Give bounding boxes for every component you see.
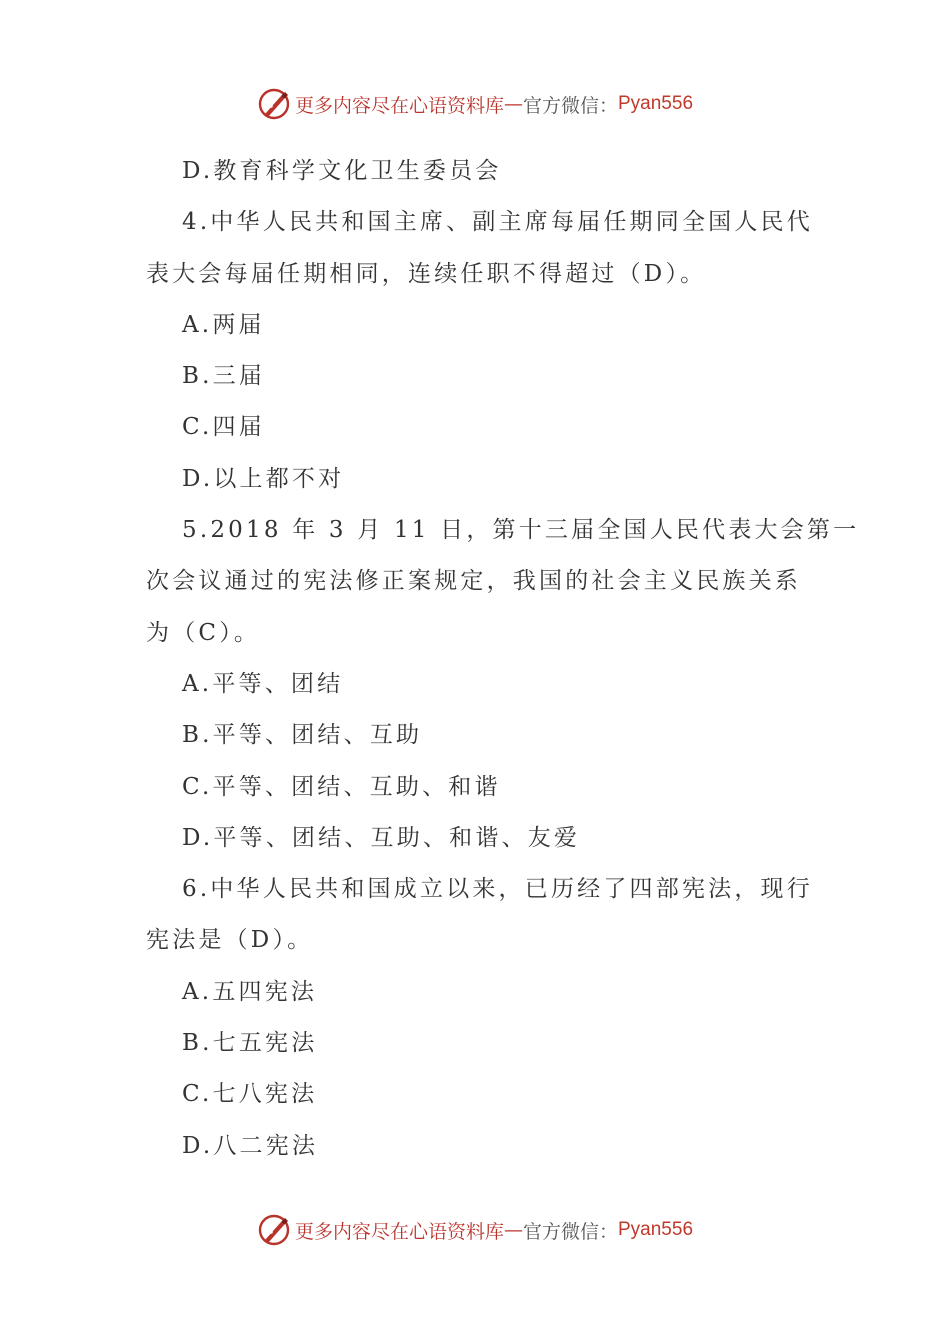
option-a: A.两届 [182,311,265,338]
option-a: A.平等、团结 [182,670,344,697]
question-5-line-3: 为（C）。 [146,619,261,646]
promo-text: 更多内容尽在心语资料库 [294,1220,504,1243]
text-line: D.教育科学文化卫生委员会 [182,158,502,184]
banner-separator: — [503,1219,523,1241]
option-b: B.七五宪法 [182,1030,318,1057]
wechat-id: Pyan556 [618,1219,694,1240]
wechat-label: 官方微信： [522,94,618,117]
pen-logo-icon [257,1213,291,1247]
option-a: A.五四宪法 [182,978,318,1005]
question-5-line-2: 次会议通过的宪法修正案规定，我国的社会主义民族关系 [146,568,801,595]
header-banner [0,84,950,124]
option-b: B.三届 [182,363,266,390]
option-d: D.八二宪法 [182,1132,319,1159]
option-d: D.平等、团结、互助、和谐、友爱 [182,824,581,851]
option-d: D.以上都不对 [182,465,345,492]
option-c: C.平等、团结、互助、和谐 [182,773,501,800]
question-6-line-1: 6.中华人民共和国成立以来，已历经了四部宪法，现行 [182,876,813,903]
banner-separator: — [503,93,523,115]
promo-text: 更多内容尽在心语资料库 [294,94,504,117]
question-4-line-1: 4.中华人民共和国主席、副主席每届任期同全国人民代 [182,209,813,236]
footer-banner [0,1210,950,1250]
question-5-line-1: 5.2018 年 3 月 11 日，第十三届全国人民代表大会第一 [182,517,860,544]
option-b: B.平等、团结、互助 [182,722,423,749]
question-6-line-2: 宪法是（D）。 [146,927,314,954]
wechat-label: 官方微信： [522,1220,618,1243]
question-4-line-2: 表大会每届任期相同，连续任职不得超过（D）。 [146,260,707,287]
pen-logo-icon [257,87,291,121]
document-body [146,146,860,1172]
option-c: C.七八宪法 [182,1081,318,1108]
wechat-id: Pyan556 [618,93,694,114]
option-c: C.四届 [182,414,265,441]
